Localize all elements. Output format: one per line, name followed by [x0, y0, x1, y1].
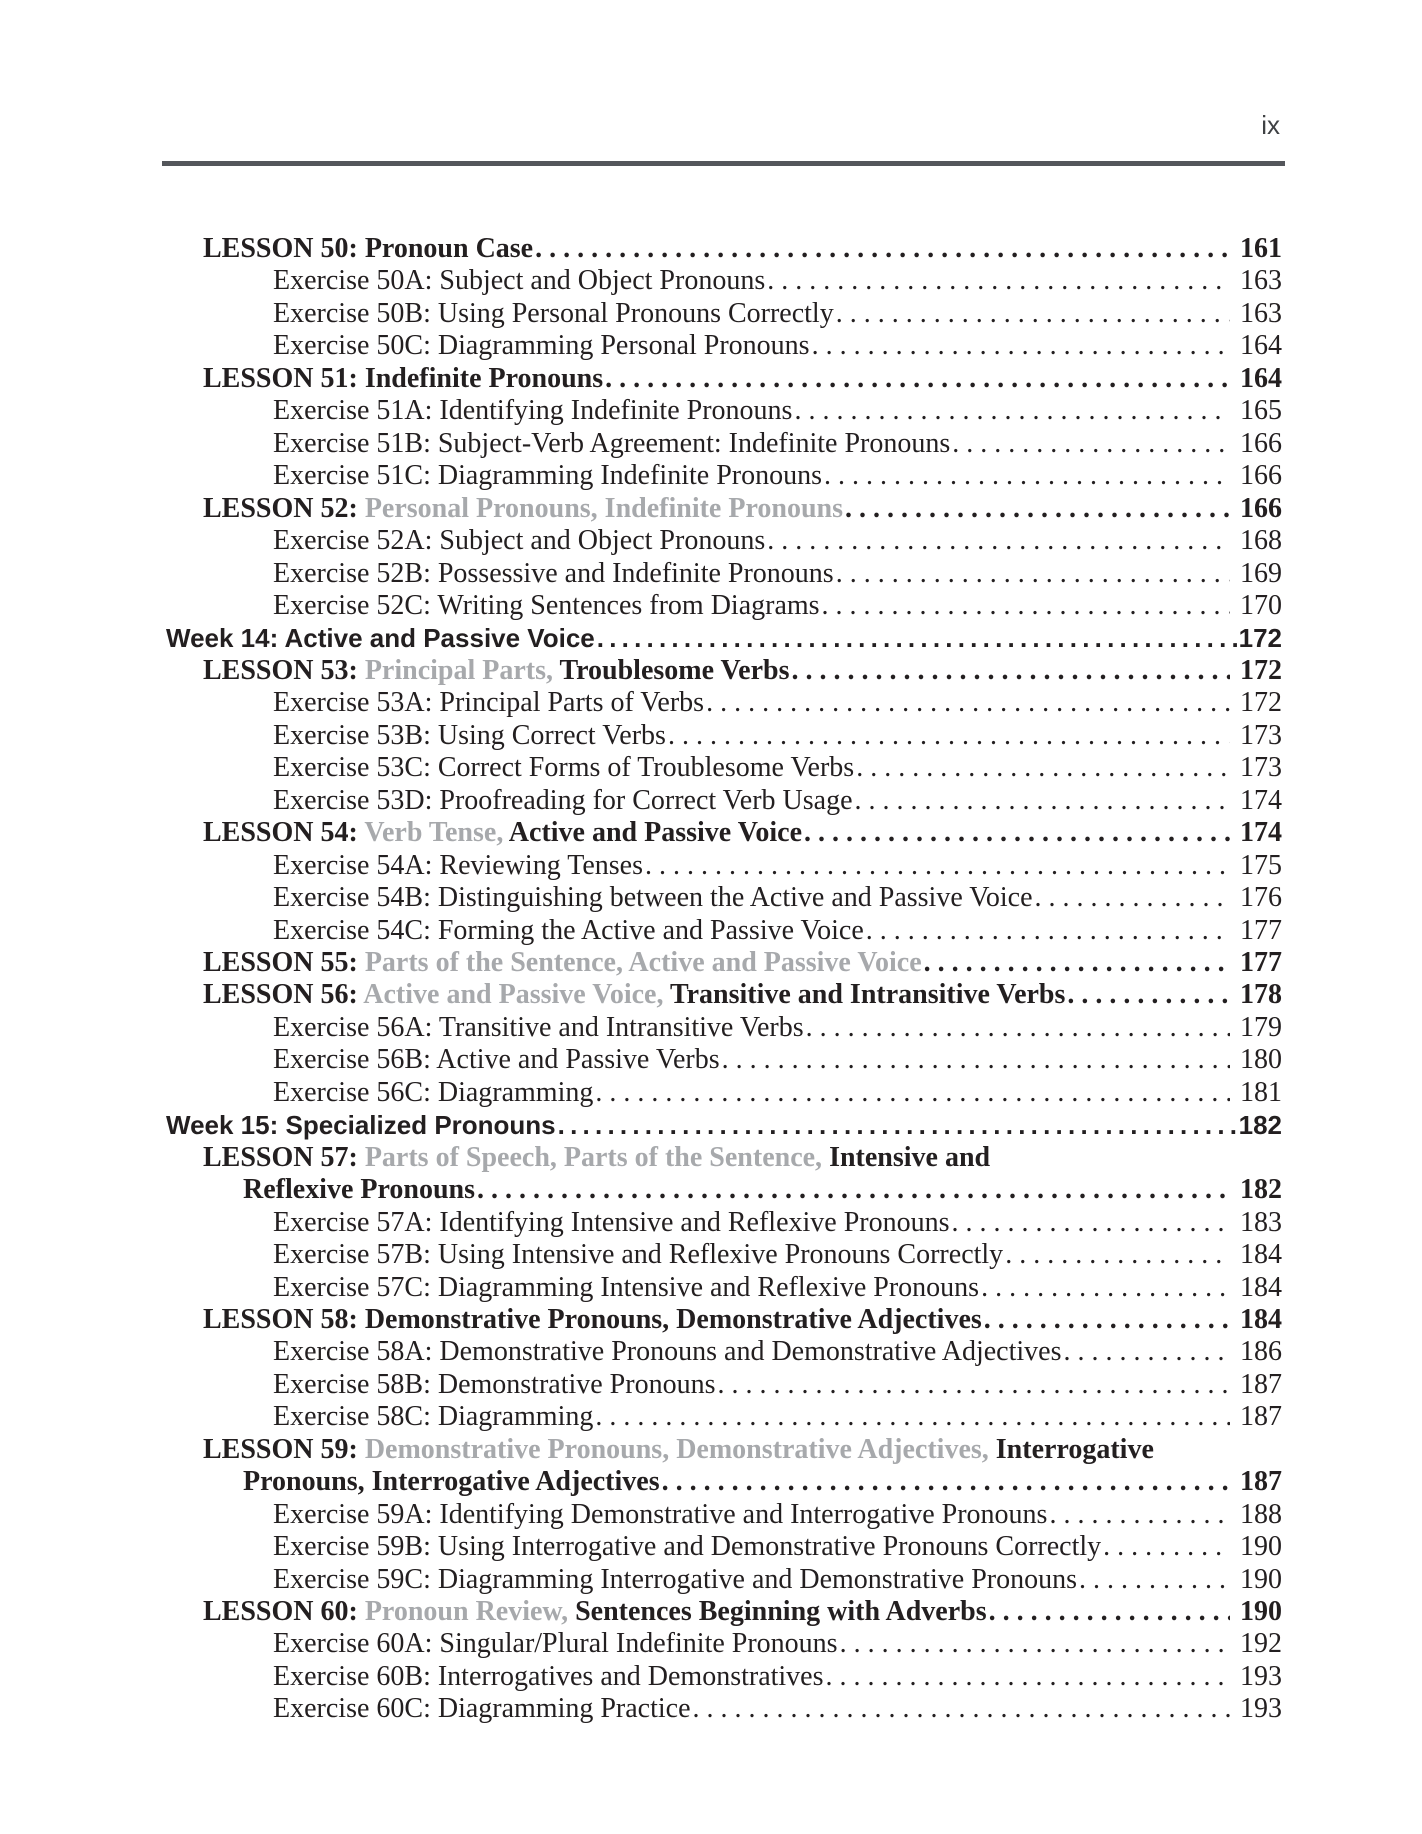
toc-lesson-row — [140, 1142, 1282, 1174]
dot-leader — [824, 460, 1230, 492]
toc-exercise-row — [140, 265, 1282, 297]
entry-text: Exercise 59A: Identifying Demonstrative and Interrogative Pronouns — [273, 1498, 1048, 1530]
dot-leader — [668, 720, 1230, 752]
toc-exercise-row — [140, 850, 1282, 882]
dot-leader — [1005, 1239, 1230, 1271]
entry-text: LESSON 51: Indefinite Pronouns — [203, 362, 604, 394]
toc-entry-label — [273, 720, 666, 752]
page-number: 161 — [1240, 233, 1282, 264]
toc-entry-label — [273, 1531, 1101, 1563]
entry-text: Exercise 50B: Using Personal Pronouns Correctly — [273, 297, 834, 329]
page-number: 166 — [1240, 427, 1282, 459]
dot-leader — [605, 363, 1230, 395]
dot-leader — [866, 915, 1230, 947]
toc-entry-label — [273, 1077, 593, 1109]
page-number: 187 — [1240, 1401, 1282, 1433]
dot-leader — [767, 265, 1230, 297]
dot-leader — [840, 1628, 1230, 1660]
dot-leader — [804, 817, 1230, 849]
toc-exercise-row — [140, 785, 1282, 817]
page-number: 193 — [1240, 1660, 1282, 1692]
toc-entry-label — [203, 979, 1065, 1011]
toc-exercise-row — [140, 882, 1282, 914]
dot-leader — [693, 1693, 1230, 1725]
dot-leader — [952, 428, 1230, 460]
toc-entry-label — [273, 1012, 804, 1044]
dot-leader — [794, 395, 1230, 427]
toc-entry-label — [273, 460, 822, 492]
dot-leader — [722, 1044, 1230, 1076]
toc-entry-label — [203, 817, 802, 849]
dot-leader — [855, 785, 1230, 817]
toc-week-row — [140, 622, 1282, 654]
toc-exercise-row — [140, 1401, 1282, 1433]
entry-text: LESSON 50: Pronoun Case — [203, 233, 534, 264]
dot-leader — [645, 850, 1230, 882]
dot-leader — [952, 1207, 1231, 1239]
page-number: 164 — [1240, 362, 1282, 394]
toc-entry-label — [243, 1174, 475, 1206]
toc-entry-label — [203, 1142, 990, 1174]
entry-text: Exercise 58A: Demonstrative Pronouns and Demonstrative Adjectives — [273, 1336, 1062, 1368]
toc-exercise-row — [140, 590, 1282, 622]
toc-entry-label — [273, 687, 704, 719]
dot-leader — [767, 525, 1230, 557]
page-number: 177 — [1240, 914, 1282, 946]
page-number: 170 — [1240, 589, 1282, 621]
toc-entry-label — [203, 233, 533, 265]
entry-text: Exercise 57B: Using Intensive and Reflexive Pronouns Correctly — [273, 1239, 1004, 1271]
entry-text: Sentences Beginning with Adverbs — [575, 1596, 987, 1628]
dot-leader — [558, 1109, 1239, 1141]
toc-entry-label — [273, 525, 765, 557]
toc-entry-label — [273, 1272, 979, 1304]
entry-text: LESSON 56: — [203, 979, 364, 1011]
entry-text: Exercise 58C: Diagramming — [273, 1401, 594, 1433]
dot-leader — [597, 622, 1239, 654]
entry-text: LESSON 59: — [203, 1433, 365, 1465]
toc-exercise-row — [140, 1336, 1282, 1368]
entry-text: Exercise 54C: Forming the Active and Passive Voice — [273, 914, 864, 946]
review-topic-text: Parts of Speech, Parts of the Sentence, — [364, 1141, 830, 1173]
review-topic-text: Demonstrative Pronouns, Demonstrative Adjectives, — [364, 1433, 996, 1465]
toc-exercise-row — [140, 752, 1282, 784]
entry-text: Exercise 57A: Identifying Intensive and Reflexive Pronouns — [273, 1206, 950, 1238]
page-number: 192 — [1240, 1628, 1282, 1660]
toc-exercise-row — [140, 1012, 1282, 1044]
entry-text: Exercise 50A: Subject and Object Pronouns — [273, 265, 766, 297]
toc-entry-label — [203, 1434, 1154, 1466]
toc-entry-label — [203, 493, 843, 525]
page-number: 166 — [1240, 492, 1282, 524]
toc-lesson-row — [140, 233, 1282, 265]
page-number: 177 — [1240, 946, 1282, 978]
toc-exercise-row — [140, 1693, 1282, 1725]
review-topic-text: Principal Parts, — [364, 654, 560, 686]
toc-exercise-row — [140, 525, 1282, 557]
review-topic-text: Parts of the Sentence, Active and Passive Voice — [364, 946, 922, 978]
entry-text: Exercise 60C: Diagramming Practice — [273, 1693, 691, 1725]
toc-entry-label — [273, 1693, 691, 1725]
entry-text: Exercise 60B: Interrogatives and Demonstratives — [273, 1660, 824, 1692]
dot-leader — [984, 1304, 1230, 1336]
entry-text: Reflexive Pronouns — [243, 1174, 476, 1206]
review-topic-text: Personal Pronouns, Indefinite Pronouns — [364, 492, 843, 524]
toc-entry-label — [273, 1564, 1077, 1596]
page-number: 165 — [1240, 395, 1282, 427]
toc-week-row — [140, 1109, 1282, 1141]
dot-leader — [836, 298, 1230, 330]
entry-text: LESSON 60: — [203, 1596, 365, 1628]
toc-exercise-row — [140, 460, 1282, 492]
review-topic-text: Active and Passive Voice, — [363, 979, 670, 1011]
toc-exercise-row — [140, 1239, 1282, 1271]
entry-text: Exercise 50C: Diagramming Personal Pronouns — [273, 330, 810, 362]
page-number: 175 — [1240, 849, 1282, 881]
toc-entry-label — [273, 265, 765, 297]
dot-leader — [1063, 1336, 1230, 1368]
page-number: 182 — [1238, 1110, 1282, 1141]
page-number: 174 — [1240, 784, 1282, 816]
page-number: 184 — [1240, 1271, 1282, 1303]
entry-text: Intensive and — [829, 1141, 991, 1173]
entry-text: Exercise 52C: Writing Sentences from Diagrams — [273, 589, 820, 621]
toc-lesson-row — [140, 1304, 1282, 1336]
toc-entry-label — [273, 1628, 838, 1660]
dot-leader — [1067, 979, 1230, 1011]
dot-leader — [717, 1369, 1230, 1401]
page-number: 174 — [1240, 817, 1282, 849]
toc-exercise-row — [140, 1661, 1282, 1693]
toc-entry-label — [203, 363, 603, 395]
toc-entry-label — [273, 1401, 593, 1433]
header-rule — [162, 161, 1285, 166]
toc-exercise-row — [140, 720, 1282, 752]
toc-exercise-row — [140, 1531, 1282, 1563]
toc-entry-label — [273, 1369, 715, 1401]
page-number: 182 — [1240, 1174, 1282, 1206]
page-number: 188 — [1240, 1498, 1282, 1530]
entry-text: Exercise 51C: Diagramming Indefinite Pronouns — [273, 460, 822, 492]
entry-text: LESSON 54: — [203, 817, 365, 849]
page-number: 183 — [1240, 1206, 1282, 1238]
page-number: 187 — [1240, 1368, 1282, 1400]
dot-leader — [812, 330, 1230, 362]
toc-entry-label — [273, 428, 950, 460]
entry-text: LESSON 53: — [203, 654, 365, 686]
toc-lesson-row — [140, 363, 1282, 395]
toc-entry-label — [273, 395, 792, 427]
entry-text: Week 14: Active and Passive Voice — [166, 623, 595, 654]
toc-exercise-row — [140, 558, 1282, 590]
entry-text: Pronouns, Interrogative Adjectives — [243, 1466, 660, 1498]
entry-text: Troublesome Verbs — [559, 654, 790, 686]
dot-leader — [535, 233, 1230, 265]
toc-exercise-row — [140, 1077, 1282, 1109]
entry-text: Exercise 60A: Singular/Plural Indefinite Pronouns — [273, 1628, 838, 1660]
toc-entry-label — [273, 558, 834, 590]
dot-leader — [1079, 1564, 1230, 1596]
toc-entry-label — [273, 850, 643, 882]
toc-exercise-row — [140, 395, 1282, 427]
entry-text: Exercise 52A: Subject and Object Pronouns — [273, 525, 766, 557]
page-number: 173 — [1240, 752, 1282, 784]
page-number: 180 — [1240, 1044, 1282, 1076]
page-number: 178 — [1240, 979, 1282, 1011]
toc-entry-label — [203, 947, 922, 979]
entry-text: Exercise 53D: Proofreading for Correct Verb Usage — [273, 784, 853, 816]
toc-entry-label — [273, 785, 853, 817]
page-number: 176 — [1240, 882, 1282, 914]
page-number: 169 — [1240, 557, 1282, 589]
toc-exercise-row — [140, 1369, 1282, 1401]
entry-text: Active and Passive Voice — [508, 817, 803, 849]
dot-leader — [836, 558, 1230, 590]
entry-text: Exercise 58B: Demonstrative Pronouns — [273, 1368, 716, 1400]
entry-text: Exercise 54B: Distinguishing between the Active and Passive Voice — [273, 882, 1033, 914]
page-number: 184 — [1240, 1239, 1282, 1271]
page-number: 172 — [1238, 623, 1282, 654]
toc-entry-label — [273, 1239, 1003, 1271]
toc-exercise-row — [140, 915, 1282, 947]
toc-entry-label — [273, 915, 864, 947]
dot-leader — [1035, 882, 1231, 914]
dot-leader — [595, 1077, 1230, 1109]
toc-lesson-row — [140, 493, 1282, 525]
entry-text: Exercise 51A: Identifying Indefinite Pronouns — [273, 395, 793, 427]
dot-leader — [989, 1596, 1230, 1628]
toc-entry-label — [273, 1207, 950, 1239]
entry-text: Exercise 52B: Possessive and Indefinite Pronouns — [273, 557, 834, 589]
entry-text: Exercise 56B: Active and Passive Verbs — [273, 1044, 720, 1076]
entry-text: Exercise 56C: Diagramming — [273, 1076, 594, 1108]
toc-entry-label — [203, 1596, 987, 1628]
toc-lesson-row — [140, 817, 1282, 849]
entry-text: Exercise 59C: Diagramming Interrogative and Demonstrative Pronouns — [273, 1563, 1078, 1595]
toc-entry-label — [203, 655, 790, 687]
toc-exercise-row — [140, 1044, 1282, 1076]
toc-entry-label — [273, 752, 854, 784]
dot-leader — [706, 687, 1230, 719]
toc-lesson-row — [140, 947, 1282, 979]
review-topic-text: Verb Tense, — [364, 817, 509, 849]
entry-text: Exercise 53C: Correct Forms of Troublesome Verbs — [273, 752, 855, 784]
dot-leader — [822, 590, 1230, 622]
toc-exercise-row — [140, 1628, 1282, 1660]
entry-text: LESSON 58: Demonstrative Pronouns, Demonstrative Adjectives — [203, 1303, 982, 1335]
dot-leader — [1103, 1531, 1230, 1563]
toc-entry-label — [243, 1466, 660, 1498]
entry-text: Exercise 59B: Using Interrogative and Demonstrative Pronouns Correctly — [273, 1531, 1102, 1563]
dot-leader — [1049, 1499, 1230, 1531]
page-number: 186 — [1240, 1336, 1282, 1368]
page-number: 172 — [1240, 687, 1282, 719]
toc-entry-label — [273, 1336, 1061, 1368]
entry-text: Exercise 57C: Diagramming Intensive and Reflexive Pronouns — [273, 1271, 980, 1303]
dot-leader — [826, 1661, 1231, 1693]
entry-text: LESSON 55: — [203, 946, 365, 978]
page-number: 190 — [1240, 1563, 1282, 1595]
toc-entry-label — [273, 1499, 1047, 1531]
table-of-contents — [140, 233, 1282, 1726]
toc-entry-label — [273, 1661, 824, 1693]
toc-entry-label — [166, 1109, 556, 1141]
toc-exercise-row — [140, 1564, 1282, 1596]
dot-leader — [595, 1401, 1230, 1433]
page-number: 166 — [1240, 460, 1282, 492]
dot-leader — [806, 1012, 1230, 1044]
toc-entry-label — [273, 298, 834, 330]
page-number-folio: ix — [1261, 110, 1280, 140]
page-number: 168 — [1240, 525, 1282, 557]
toc-entry-label — [203, 1304, 982, 1336]
page-number: 173 — [1240, 719, 1282, 751]
page-number: 172 — [1240, 654, 1282, 686]
toc-entry-label — [273, 590, 820, 622]
toc-lesson-row — [140, 655, 1282, 687]
toc-exercise-row — [140, 1207, 1282, 1239]
dot-leader — [981, 1272, 1230, 1304]
toc-exercise-row — [140, 330, 1282, 362]
page-number: 164 — [1240, 330, 1282, 362]
entry-text: Exercise 54A: Reviewing Tenses — [273, 849, 643, 881]
toc-exercise-row — [140, 1272, 1282, 1304]
entry-text: Transitive and Intransitive Verbs — [669, 979, 1066, 1011]
dot-leader — [856, 752, 1230, 784]
page-number: 163 — [1240, 297, 1282, 329]
toc-lesson-row — [140, 1596, 1282, 1628]
toc-exercise-row — [140, 1499, 1282, 1531]
toc-entry-label — [273, 330, 810, 362]
entry-text: Week 15: Specialized Pronouns — [166, 1110, 556, 1141]
page-number: 163 — [1240, 265, 1282, 297]
toc-exercise-row — [140, 428, 1282, 460]
review-topic-text: Pronoun Review, — [364, 1596, 576, 1628]
entry-text: Exercise 51B: Subject-Verb Agreement: Indefinite Pronouns — [273, 427, 951, 459]
toc-entry-label — [273, 1044, 720, 1076]
toc-lesson-continuation-row — [140, 1174, 1282, 1206]
entry-text: Exercise 56A: Transitive and Intransitive Verbs — [273, 1011, 804, 1043]
toc-lesson-row — [140, 979, 1282, 1011]
toc-exercise-row — [140, 687, 1282, 719]
page-number: 179 — [1240, 1011, 1282, 1043]
page-number: 187 — [1240, 1466, 1282, 1498]
dot-leader — [924, 947, 1230, 979]
entry-text: Exercise 53A: Principal Parts of Verbs — [273, 687, 705, 719]
toc-lesson-continuation-row — [140, 1466, 1282, 1498]
page-number: 190 — [1240, 1531, 1282, 1563]
entry-text: LESSON 57: — [203, 1141, 365, 1173]
dot-leader — [792, 655, 1230, 687]
toc-exercise-row — [140, 298, 1282, 330]
toc-lesson-row — [140, 1434, 1282, 1466]
dot-leader — [662, 1466, 1230, 1498]
entry-text: Exercise 53B: Using Correct Verbs — [273, 719, 666, 751]
dot-leader — [477, 1174, 1230, 1206]
toc-entry-label — [273, 882, 1033, 914]
toc-entry-label — [166, 622, 595, 654]
dot-leader — [845, 493, 1230, 525]
entry-text: Interrogative — [995, 1433, 1154, 1465]
page-number: 181 — [1240, 1076, 1282, 1108]
page-number: 190 — [1240, 1596, 1282, 1628]
entry-text: LESSON 52: — [203, 492, 365, 524]
page-number: 184 — [1240, 1303, 1282, 1335]
page-number: 193 — [1240, 1693, 1282, 1725]
